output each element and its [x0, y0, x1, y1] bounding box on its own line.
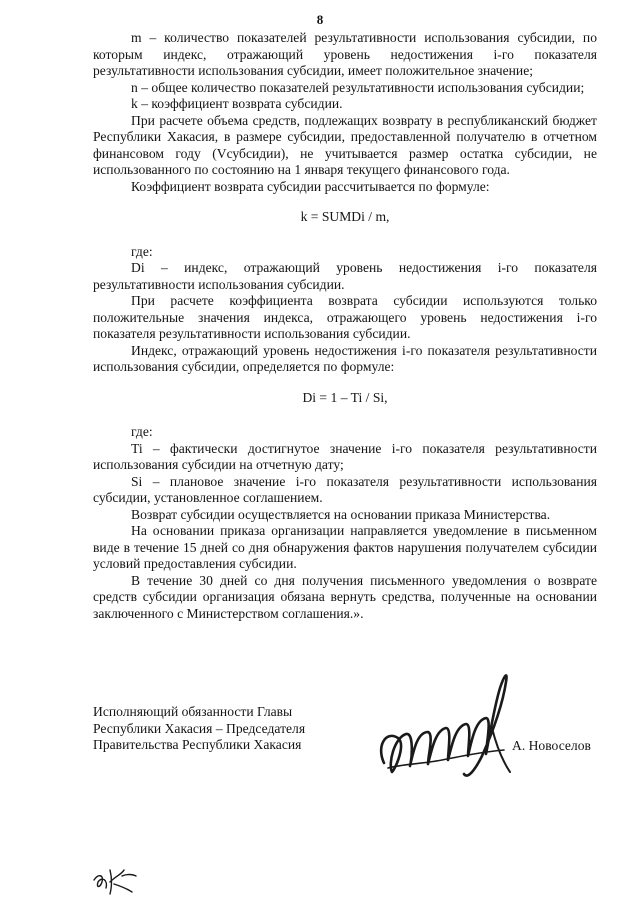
paragraph-where-1: где: [131, 243, 153, 259]
paragraph-si-definition: Si – плановое значение i-го показателя результативности использования субсидии, установленное соглашением. [93, 473, 597, 505]
signatory-title-line: Правительства Республики Хакасия [93, 737, 302, 752]
formula-k: k = SUMDi / m, [300, 209, 390, 224]
paragraph-di-definition: Di – индекс, отражающий уровень недостижения i-го показателя результативности использования субсидии. [93, 260, 597, 292]
paragraph-di-formula-intro: Индекс, отражающий уровень недостижения i-го показателя результативности использования субсидии, определяется по формуле: [93, 342, 597, 374]
paragraph-return-deadline: В течение 30 дней со дня получения письменного уведомления о возврате средств субсидии организация обязана вернуть средства, полученные на основании заключенного с Министерством соглашения.». [93, 572, 597, 621]
handwritten-initials [92, 866, 138, 896]
paragraph-ti-definition: Ti – фактически достигнутое значение i-го показателя результативности использования субсидии на отчетную дату; [93, 440, 597, 472]
document-body [93, 30, 597, 622]
formula-di: Di = 1 – Ti / Si, [302, 389, 388, 405]
paragraph-n-definition: n – общее количество показателей результативности использования субсидии; [131, 79, 585, 95]
signatory-title-line: Республики Хакасия – Председателя [93, 720, 306, 736]
paragraph-return-basis: Возврат субсидии осуществляется на основании приказа Министерства. [131, 506, 551, 522]
paragraph-where-2: где: [131, 424, 153, 439]
paragraph-positive-values: При расчете коэффициента возврата субсидии используются только положительные значения индекса, отражающего уровень недостижения i-го показателя результативности использования субсидии. [93, 293, 597, 341]
paragraph-m-definition: m – количество показателей результативности использования субсидии, по которым индекс, отражающий уровень недостижения i-го показателя результативности использования субсидии, имеет положительное значение; [93, 30, 597, 78]
paragraph-notification: На основании приказа организации направляется уведомление в письменном виде в течение 15 дней со дня обнаружения фактов нарушения получателем субсидии условий предоставления субсидии. [93, 523, 597, 571]
signatory-name: А. Новоселов [512, 738, 591, 753]
signatory-title [93, 704, 333, 754]
paragraph-k-formula-intro: Коэффициент возврата субсидии рассчитывается по формуле: [131, 178, 490, 194]
paragraph-calculation-note: При расчете объема средств, подлежащих возврату в республиканский бюджет Республики Хакасия, в размере субсидии, предоставленной получателю в отчетном финансовом году (Vсубсидии), не учитывается размер остатка субсидии, не использованного по состоянию на 1 января текущего финансового года. [93, 112, 597, 177]
page-number: 8 [316, 12, 324, 27]
paragraph-k-definition: k – коэффициент возврата субсидии. [131, 96, 343, 111]
signatory-title-line: Исполняющий обязанности Главы [93, 704, 293, 719]
handwritten-signature [372, 668, 522, 798]
